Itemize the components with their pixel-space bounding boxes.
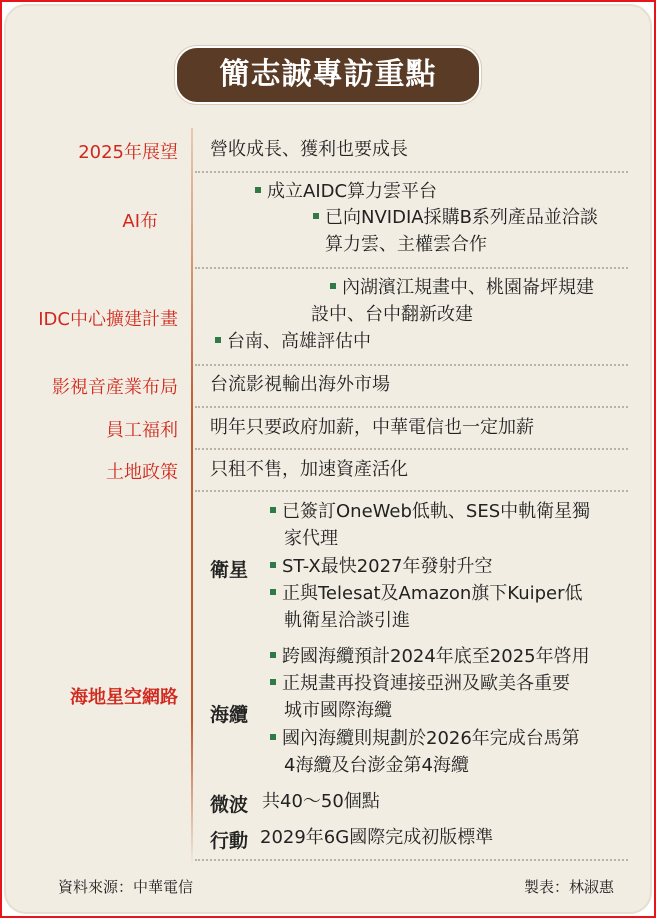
bullet-icon (270, 507, 276, 513)
bullet-icon (270, 734, 276, 740)
divider-line (191, 128, 193, 868)
group-label-satellite: 衛星 (210, 559, 249, 581)
bullet-icon (255, 187, 261, 193)
row-label: AI布 (122, 211, 158, 232)
row-text: 明年只要政府加薪，中華電信也一定加薪 (210, 417, 534, 438)
row-text: 2029年6G國際完成初版標準 (260, 827, 494, 848)
bullet-item (270, 672, 570, 696)
group-label-mobile: 行動 (210, 830, 249, 852)
bullet-continuation: 城市國際海纜 (284, 700, 392, 721)
bullet-item (270, 555, 493, 579)
bullet-item (270, 500, 590, 524)
bullet-text: 已向NVIDIA採購B系列產品並洽談 (325, 207, 598, 228)
row-text: 共40～50個點 (262, 791, 380, 812)
bullet-continuation: 4海纜及台澎金第4海纜 (284, 755, 469, 776)
bullet-item (330, 276, 594, 300)
bullet-item (270, 645, 590, 669)
bullet-item (313, 206, 598, 230)
separator (195, 406, 628, 408)
bullet-text: 跨國海纜預計2024年底至2025年啓用 (282, 646, 590, 667)
row-label: 海地星空網路 (70, 687, 178, 708)
bullet-icon (270, 562, 276, 568)
row-label: 土地政策 (106, 462, 178, 483)
row-label: 影視音產業布局 (52, 377, 178, 398)
row-text: 營收成長、獲利也要成長 (210, 139, 408, 160)
bullet-continuation: 設中、台中翻新改建 (311, 304, 473, 325)
row-label: 2025年展望 (78, 142, 178, 163)
bullet-icon (270, 652, 276, 658)
separator (195, 859, 628, 861)
row-text: 台流影視輸出海外市場 (210, 374, 390, 395)
bullet-continuation: 軌衛星洽談引進 (284, 610, 410, 631)
bullet-text: 正規畫再投資連接亞洲及歐美各重要 (282, 673, 570, 694)
author-credit: 製表：林淑惠 (523, 878, 614, 896)
bullet-text: 已簽訂OneWeb低軌、SES中軌衛星獨 (282, 501, 591, 522)
bullet-text: 成立AIDC算力雲平台 (267, 181, 438, 202)
bullet-icon (270, 679, 276, 685)
separator (195, 171, 628, 173)
bullet-item (270, 582, 583, 606)
bullet-text: 國內海纜則規劃於2026年完成台馬第 (282, 728, 580, 749)
bullet-icon (313, 213, 319, 219)
source-credit: 資料來源：中華電信 (58, 878, 194, 896)
row-label: IDC中心擴建計畫 (38, 309, 178, 330)
bullet-text: 正與Telesat及Amazon旗下Kuiper低 (282, 583, 583, 604)
bullet-text: 台南、高雄評估中 (227, 331, 371, 352)
bullet-icon (215, 337, 221, 343)
bullet-icon (270, 589, 276, 595)
bullet-item (255, 180, 437, 204)
separator (195, 267, 628, 269)
page-title: 簡志誠專訪重點 (175, 46, 481, 104)
row-text: 只租不售，加速資產活化 (210, 459, 408, 480)
bullet-continuation: 家代理 (284, 528, 338, 549)
group-label-cable: 海纜 (210, 704, 249, 726)
separator (195, 448, 628, 450)
bullet-text: ST-X最快2027年發射升空 (282, 556, 493, 577)
bullet-item (270, 727, 580, 751)
bullet-item (215, 330, 371, 354)
group-label-microwave: 微波 (210, 794, 249, 816)
bullet-text: 內湖濱江規畫中、桃園崙坪規建 (342, 277, 594, 298)
separator (195, 490, 628, 492)
bullet-icon (330, 283, 336, 289)
separator (195, 364, 628, 366)
row-label: 員工福利 (106, 420, 178, 441)
bullet-continuation: 算力雲、主權雲合作 (325, 234, 487, 255)
